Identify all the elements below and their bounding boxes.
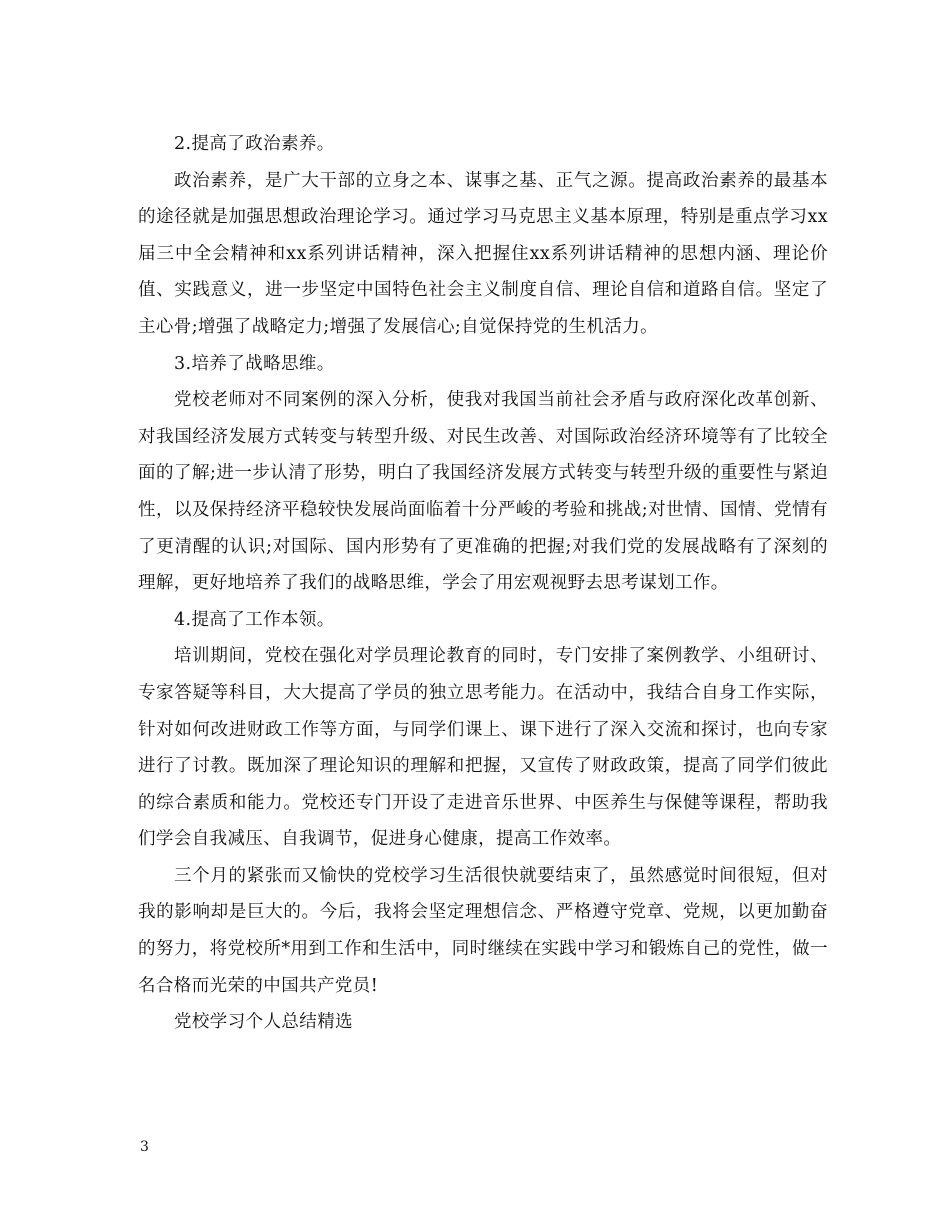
paragraph-work-skills: 培训期间，党校在强化对学员理论教育的同时，专门安排了案例教学、小组研讨、专家答疑等科目，大大提高了学员的独立思考能力。在活动中，我结合自身工作实际，针对如何改进财政工作等方面，与同学们课上、课下进行了深入交流和探讨，也向专家进行了讨教。既加深了理论知识的理解和把握，又宣传了财政政策，提高了同学们彼此的综合素质和能力。党校还专门开设了走进音乐世界、中医养生与保健等课程，帮助我们学会自我减压、自我调节，促进身心健康，提高工作效率。 bbox=[138, 646, 828, 850]
paragraph-strategic-thinking: 党校老师对不同案例的深入分析，使我对我国当前社会矛盾与政府深化改革创新、对我国经济发展方式转变与转型升级、对民生改善、对国际政治经济环境等有了比较全面的了解;进一步认清了形势，明白了我国经济发展方式转变与转型升级的重要性与紧迫性，以及保持经济平稳较快发展尚面临着十分严峻的考验和挑战;对世情、国情、党情有了更清醒的认识;对国际、国内形势有了更准确的把握;对我们党的发展战略有了深刻的理解，更好地培养了我们的战略思维，学会了用宏观视野去思考谋划工作。 bbox=[138, 390, 828, 594]
section-title-next: 党校学习个人总结精选 bbox=[174, 1012, 353, 1033]
document-body bbox=[138, 126, 828, 1041]
heading-political-literacy: 2.提高了政治素养。 bbox=[174, 134, 335, 154]
heading-work-skills: 4.提高了工作本领。 bbox=[174, 609, 335, 630]
page-number: 3 bbox=[140, 1139, 149, 1155]
paragraph-conclusion: 三个月的紧张而又愉快的党校学习生活很快就要结束了，虽然感觉时间很短，但对我的影响却是巨大的。今后，我将会坚定理想信念、严格遵守党章、党规，以更加勤奋的努力，将党校所*用到工作和生活中，同时继续在实践中学习和锻炼自己的党性，做一名合格而光荣的中国共产党员! bbox=[138, 865, 828, 996]
heading-strategic-thinking: 3.培养了战略思维。 bbox=[174, 353, 335, 374]
paragraph-political-literacy: 政治素养，是广大干部的立身之本、谋事之基、正气之源。提高政治素养的最基本的途径就是加强思想政治理论学习。通过学习马克思主义基本原理，特别是重点学习xx届三中全会精神和xx系列讲话精神，深入把握住xx系列讲话精神的思想内涵、理论价值、实践意义，进一步坚定中国特色社会主义制度自信、理论自信和道路自信。坚定了主心骨;增强了战略定力;增强了发展信心;自觉保持党的生机活力。 bbox=[138, 170, 828, 337]
